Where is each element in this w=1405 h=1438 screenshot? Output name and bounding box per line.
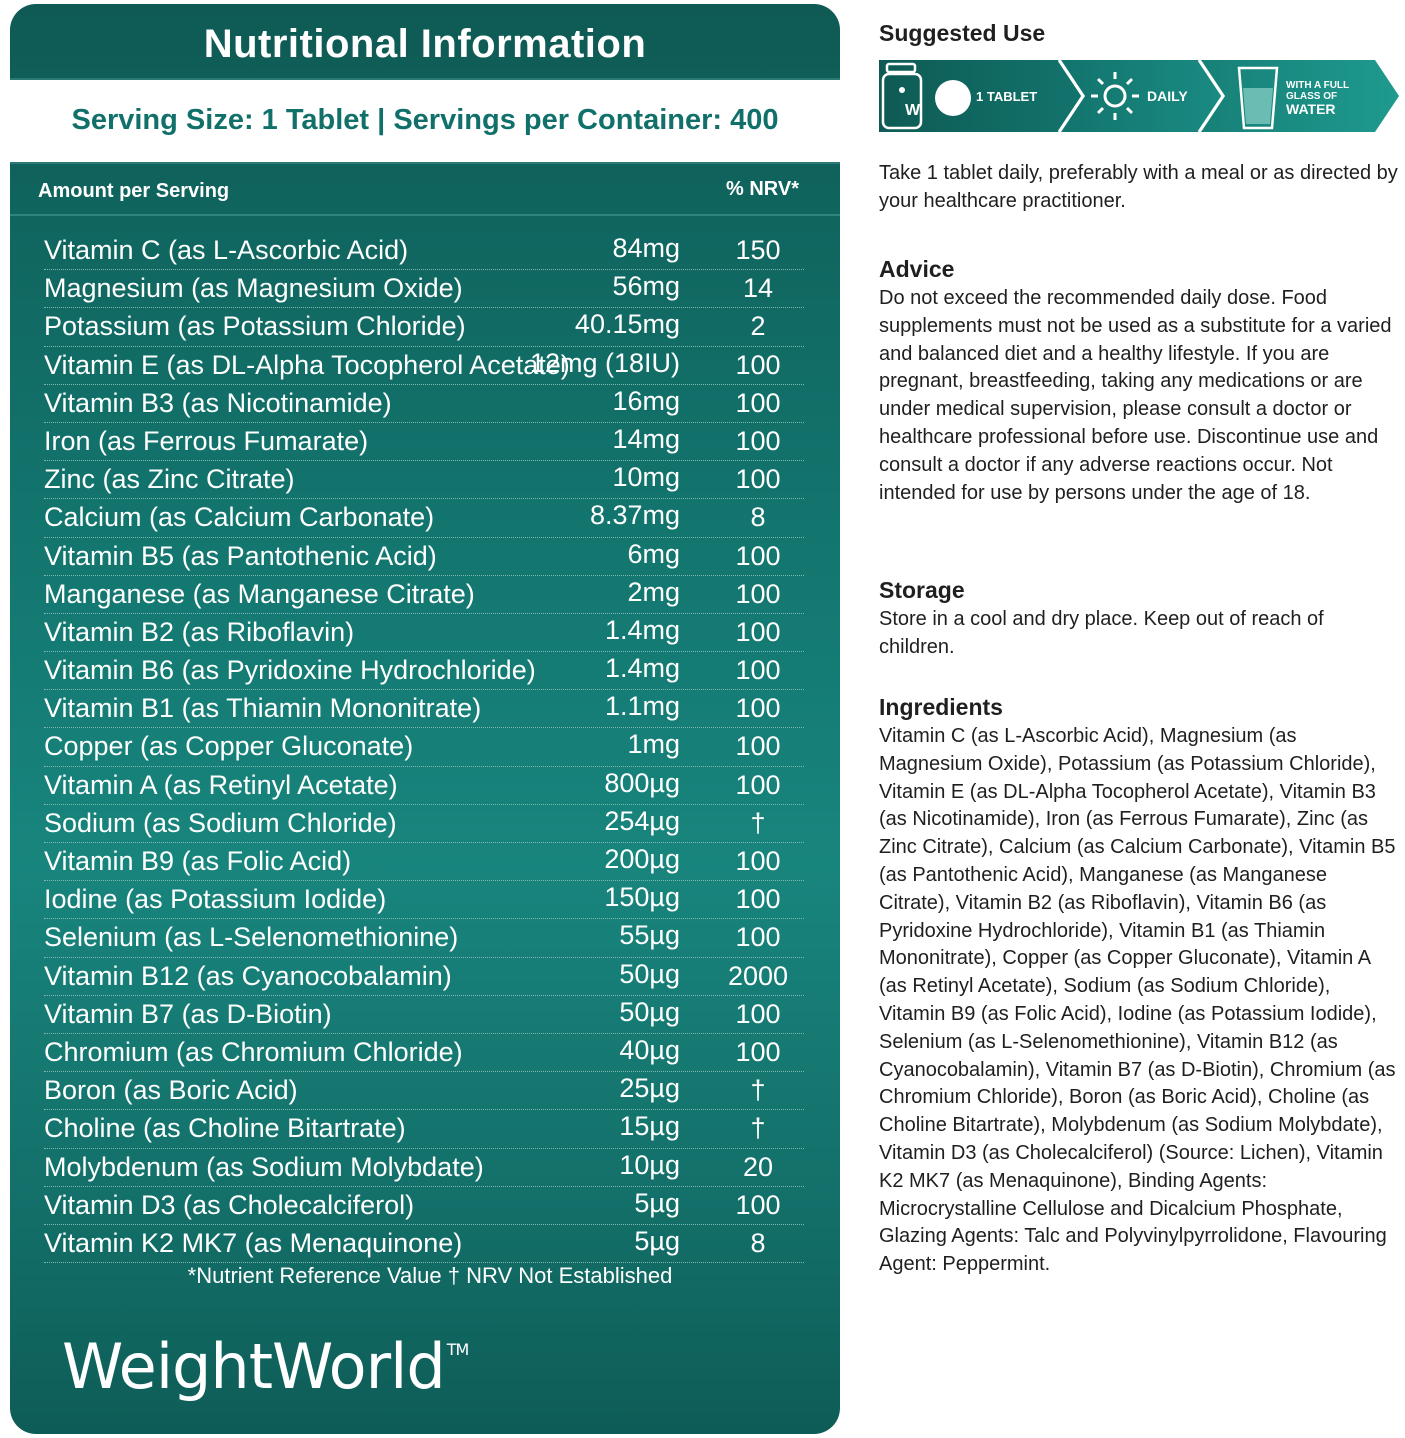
nutrient-row [44, 385, 804, 423]
nutrient-row [44, 1225, 804, 1263]
nutrient-amount: 5µg [634, 1187, 680, 1218]
nutrient-amount: 1.4mg [604, 614, 680, 645]
nutrient-row [44, 843, 804, 881]
nutrient-nrv: 100 [735, 922, 781, 953]
nutrient-row [44, 423, 804, 461]
nutrient-name: Vitamin B12 (as Cyanocobalamin) [44, 960, 452, 991]
nutrient-amount: 5µg [634, 1225, 680, 1256]
brand-tm: TM [446, 1340, 469, 1359]
nutrient-nrv: 100 [735, 769, 781, 800]
nutrient-nrv: 100 [735, 540, 781, 571]
storage-text: Store in a cool and dry place. Keep out of reach of children. [879, 608, 1324, 658]
nutrient-row [44, 728, 804, 766]
nutrient-nrv: † [750, 807, 766, 838]
nutrient-amount: 10µg [619, 1149, 680, 1180]
nutrient-nrv: 100 [735, 578, 781, 609]
nutrient-nrv: 100 [735, 846, 781, 876]
nutrient-name: Vitamin B3 (as Nicotinamide) [44, 387, 392, 418]
nutrient-name: Chromium (as Chromium Chloride) [44, 1036, 463, 1067]
nutrient-amount: 150µg [604, 882, 680, 913]
nutrient-nrv: 8 [750, 502, 766, 533]
nutrient-name: Vitamin C (as L-Ascorbic Acid) [44, 235, 409, 265]
nutrient-amount: 55µg [619, 920, 680, 951]
nutrient-table [44, 232, 804, 1263]
nutrient-nrv: 2 [750, 311, 766, 342]
brand-logo [62, 1330, 468, 1403]
nutrient-amount: 2mg [627, 576, 680, 607]
nutrient-name: Molybdenum (as Sodium Molybdate) [44, 1151, 484, 1182]
nutrient-name: Vitamin D3 (as Cholecalciferol) [44, 1189, 415, 1220]
nutrient-name: Vitamin B7 (as D-Biotin) [44, 998, 332, 1029]
nutrient-name: Iron (as Ferrous Fumarate) [44, 425, 369, 456]
nutrient-amount: 12mg (18IU) [529, 347, 680, 378]
nutrient-name: Vitamin B9 (as Folic Acid) [44, 846, 352, 876]
nutrient-name: Vitamin B1 (as Thiamin Mononitrate) [44, 693, 482, 724]
serving-size-text: Serving Size: 1 Tablet | Servings per Container: 400 [71, 104, 779, 136]
nutrient-amount: 10mg [612, 462, 680, 493]
nutrient-amount: 254µg [604, 805, 680, 836]
nutrient-row [44, 614, 804, 652]
nutrient-amount: 6mg [627, 538, 680, 569]
nutrient-nrv: 14 [742, 273, 774, 304]
nutrient-name: Sodium (as Sodium Chloride) [44, 807, 397, 838]
nutrient-amount: 40µg [619, 1034, 680, 1065]
nutrient-amount: 40.15mg [574, 309, 680, 340]
tablet-label: 1 TABLET [976, 89, 1038, 104]
amount-per-serving-header: Amount per Serving [38, 180, 230, 202]
nutrient-amount: 50µg [619, 996, 680, 1027]
suggested-use-icon-bar [879, 58, 1401, 134]
nutrient-nrv: 100 [735, 998, 781, 1029]
brand-name: WeightWorld [62, 1330, 445, 1403]
nutrient-row [44, 499, 804, 537]
nutrient-name: Vitamin E (as DL-Alpha Tocopherol Acetate) [44, 349, 570, 380]
nutrient-name: Calcium (as Calcium Carbonate) [44, 502, 435, 533]
water-label-1: WITH A FULL [1286, 80, 1350, 91]
nutrient-nrv: 100 [735, 1036, 781, 1067]
nutrient-row [44, 652, 804, 690]
nutrient-name: Vitamin B2 (as Riboflavin) [44, 616, 355, 647]
nutrient-amount: 1.1mg [604, 691, 680, 722]
nutrient-nrv: † [750, 1075, 766, 1106]
nutrient-amount: 200µg [604, 844, 680, 874]
nutrient-name: Copper (as Copper Gluconate) [44, 731, 414, 762]
nutrient-nrv: 100 [735, 884, 781, 915]
nutrient-row [44, 690, 804, 728]
nutrient-nrv: 8 [750, 1227, 766, 1258]
nutrient-name: Selenium (as L-Selenomethionine) [44, 922, 459, 953]
nrv-header: % NRV* [726, 178, 799, 200]
nutrient-nrv: 100 [735, 731, 781, 762]
nutrient-amount: 84mg [612, 233, 680, 263]
nutrient-name: Manganese (as Manganese Citrate) [44, 578, 475, 609]
nutrient-amount: 8.37mg [589, 500, 680, 531]
nutrient-row [44, 1149, 804, 1187]
nutrient-nrv: 20 [742, 1151, 774, 1182]
advice-heading: Advice [879, 256, 955, 282]
nutrient-row [44, 461, 804, 499]
nutrient-amount: 56mg [612, 271, 680, 302]
nutrient-name: Zinc (as Zinc Citrate) [44, 464, 295, 495]
nutrient-amount: 50µg [619, 958, 680, 989]
nutrient-name: Vitamin A (as Retinyl Acetate) [44, 769, 398, 800]
nutrient-nrv: † [750, 1113, 766, 1144]
panel-title: Nutritional Information [203, 22, 647, 66]
nutrient-row [44, 881, 804, 919]
nutrient-row [44, 805, 804, 843]
nutrient-row [44, 1187, 804, 1225]
nutrient-name: Vitamin B5 (as Pantothenic Acid) [44, 540, 437, 571]
nutrient-nrv: 100 [735, 349, 781, 380]
advice-text: Do not exceed the recommended daily dose. Food supplements must not be used as a substitute for a varied and balanced diet and a healthy lifestyle. If you are pregnant, breastfeeding, taking any medications or are under medical supervision, please consult a doctor or healthcare professional before use. Discontinue use and consult a doctor if any adverse reactions occur. Not intended for use by persons under the age of 18. [879, 287, 1392, 504]
suggested-use-heading: Suggested Use [879, 20, 1046, 46]
nutrient-name: Vitamin K2 MK7 (as Menaquinone) [44, 1227, 463, 1258]
nutrient-name: Choline (as Choline Bitartrate) [44, 1113, 406, 1144]
bottle-letter: W [905, 102, 921, 119]
nutrient-row [44, 576, 804, 614]
ingredients-text: Vitamin C (as L-Ascorbic Acid), Magnesium (as Magnesium Oxide), Potassium (as Potassium Chloride), Vitamin E (as DL-Alpha Tocopherol Acetate), Vitamin B3 (as Nicotinamide), Iron (as Ferrous Fumarate), Zinc (as Zinc Citrate), Calcium (as Calcium Carbonate), Vitamin B5 (as Pantothenic Acid), Manganese (as Manganese Citrate), Vitamin B2 (as Riboflavin), Vitamin B6 (as Pyridoxine Hydrochloride), Vitamin B1 (as Thiamin Mononitrate), Copper (as Copper Gluconate), Vitamin A (as Retinyl Acetate), Sodium (as Sodium Chloride), Vitamin B9 (as Folic Acid), Iodine (as Potassium Iodide), Selenium (as L-Selenomethionine), Vitamin B12 (as Cyanocobalamin), Vitamin B7 (as D-Biotin), Chromium (as Chromium Chloride), Boron (as Boric Acid), Choline (as Choline Bitartrate), Molybdenum (as Sodium Molybdate), Vitamin D3 (as Cholecalciferol) (Source: Lichen), Vitamin K2 MK7 (as Menaquinone), Binding Agents: Microcrystalline Cellulose and Dicalcium Phosphate, Glazing Agents: Talc and Polyvinylpyrrolidone, Flavouring Agent: Peppermint. [879, 725, 1396, 1276]
daily-label: DAILY [1147, 88, 1188, 104]
nutrient-nrv: 100 [735, 616, 781, 647]
nutrient-nrv: 100 [735, 464, 781, 495]
nutrition-panel [10, 4, 840, 1434]
nutrient-amount: 15µg [619, 1111, 680, 1142]
nutrient-name: Vitamin B6 (as Pyridoxine Hydrochloride) [44, 655, 536, 686]
nutrient-row [44, 1034, 804, 1072]
segment-daily [1061, 60, 1223, 132]
nutrient-row [44, 919, 804, 957]
nutrient-amount: 1.4mg [604, 653, 680, 684]
nutrient-nrv: 150 [735, 235, 781, 265]
nutrient-row [44, 996, 804, 1034]
nutrient-row [44, 538, 804, 576]
nutrient-row [44, 1110, 804, 1148]
nutrient-amount: 16mg [612, 385, 680, 416]
nutrient-amount: 25µg [619, 1073, 680, 1104]
nutrient-row [44, 270, 804, 308]
nutrient-amount: 1mg [627, 729, 680, 760]
storage-heading: Storage [879, 577, 965, 603]
nutrient-row [44, 958, 804, 996]
nutrient-nrv: 100 [735, 693, 781, 724]
nutrient-row [44, 308, 804, 346]
nutrient-amount: 14mg [612, 423, 680, 454]
water-label-3: WATER [1286, 101, 1336, 117]
water-label-2: GLASS OF [1286, 91, 1338, 102]
nutrient-name: Magnesium (as Magnesium Oxide) [44, 273, 463, 304]
header-divider [10, 214, 840, 216]
nutrient-nrv: 100 [735, 1189, 781, 1220]
nutrient-nrv: 100 [735, 425, 781, 456]
footnote: *Nutrient Reference Value † NRV Not Established [187, 1263, 673, 1288]
nutrient-nrv: 100 [735, 387, 781, 418]
nutrient-row [44, 767, 804, 805]
nutrient-name: Potassium (as Potassium Chloride) [44, 311, 466, 342]
nutrient-row [44, 1072, 804, 1110]
nutrient-row [44, 232, 804, 270]
tablet-icon [935, 80, 971, 116]
nutrient-nrv: 100 [735, 655, 781, 686]
nutrient-name: Iodine (as Potassium Iodide) [44, 884, 387, 915]
nutrient-row [44, 347, 804, 385]
nutrient-amount: 800µg [604, 767, 680, 798]
serving-box [10, 78, 840, 164]
nutrient-name: Boron (as Boric Acid) [44, 1075, 298, 1106]
nutrient-nrv: 2000 [727, 960, 789, 991]
suggested-use-text: Take 1 tablet daily, preferably with a meal or as directed by your healthcare practitioner. [879, 162, 1398, 212]
ingredients-heading: Ingredients [879, 694, 1003, 720]
